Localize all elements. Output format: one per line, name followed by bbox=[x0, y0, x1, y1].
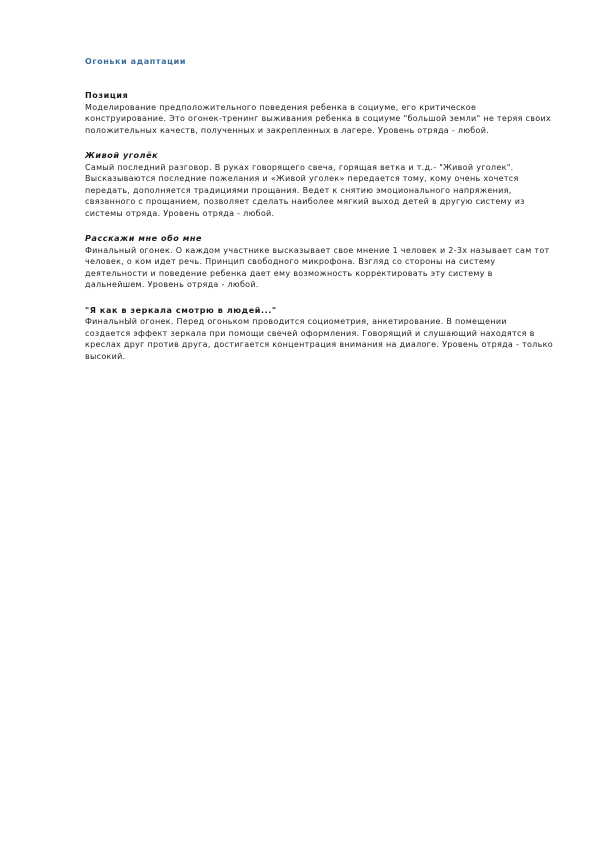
section-mirror bbox=[85, 305, 555, 363]
section-position bbox=[85, 90, 555, 136]
section-heading: Расскажи мне обо мне bbox=[85, 234, 203, 243]
section-body: ФинальнЫй огонек. Перед огоньком проводится социометрия, анкетирование. В помещении создается эффект зеркала при помощи свечей оформления. Говорящий и слушающий находятся в креслах друг против друга, достигается концентрация внимания на диалоге. Уровень отряда - только высокий. bbox=[85, 317, 553, 361]
document-page bbox=[85, 56, 555, 376]
section-body: Моделирование предположительного поведения ребенка в социуме, его критическое конструирование. Это огонек-тренинг выживания ребенка в социуме "большой земли" не теряя своих положительных качеств, полученных и закрепленных в лагере. Уровень отряда - любой. bbox=[85, 102, 552, 135]
section-body: Финальный огонек. О каждом участнике высказывает свое мнение 1 человек и 2-3х называет сам тот человек, о ком идет речь. Принцип свободного микрофона. Взгляд со стороны на систему деятельности и поведение ребенка дает ему возможность корректировать эту систему в дальнейшем. Уровень отряда - любой. bbox=[85, 245, 550, 289]
section-tell-me-about-me bbox=[85, 233, 555, 291]
section-heading: "Я как в зеркала смотрю в людей..." bbox=[85, 305, 277, 315]
section-live-ember bbox=[85, 150, 555, 219]
section-heading: Живой уголёк bbox=[85, 151, 159, 160]
document-title: Огоньки адаптации bbox=[85, 57, 187, 66]
section-body: Самый последний разговор. В руках говорящего свеча, горящая ветка и т.д.- "Живой уголек". Высказываются последние пожелания и «Живой уголек» передается тому, кому очень хочется передать, дополняется традициями прощания. Ведет к снятию эмоционального напряжения, связанного с прощанием, позволяет сделать наиболее мягкий выход детей в другую систему из системы отряда. Уровень отряда - любой. bbox=[85, 162, 525, 218]
section-heading: Позиция bbox=[85, 91, 129, 100]
